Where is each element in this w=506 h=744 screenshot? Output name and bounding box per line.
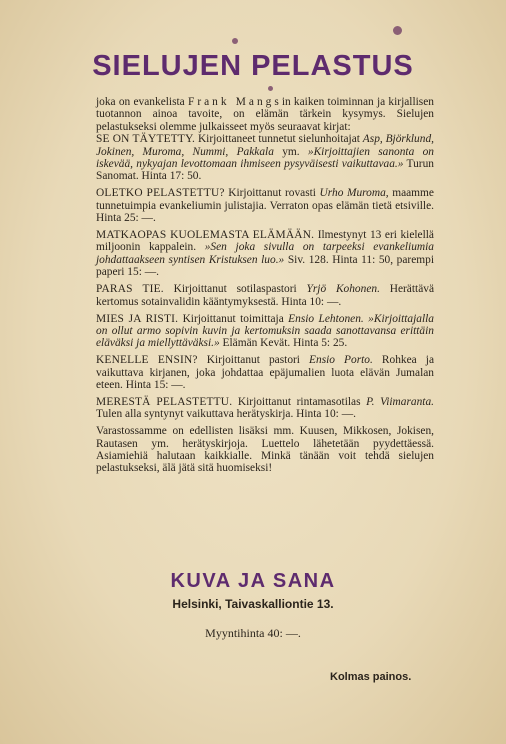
- book-description: Herättävä kertomus sotainvalidin kääntymyksestä. Hinta 10: —.: [96, 283, 435, 308]
- book-authors: Urho Muroma,: [319, 187, 389, 200]
- book-description: Elämän Kevät. Hinta 5: 25.: [222, 337, 348, 350]
- book-title: SE ON TÄYTETTY.: [96, 133, 196, 146]
- ink-spot: [232, 38, 238, 44]
- closing-text: Varastossamme on edellisten lisäksi mm. Kuusen, Mikkosen, Jokisen, Rautasen ym. herätyskirjoja. Luettelo lähetetään pyydettäessä. Asiamiehiä halutaan kaikkialle. Minkä tänään voit tehdä sielujen pelastukseksi, älä jätä sitä huomiseksi!: [96, 425, 434, 475]
- book-quote: »Kirjoittajalla on ollut armo sopivin kuvin ja kertomuksin saada sanottavansa erittäin eläväksi ja miellyttäväksi.»: [96, 312, 434, 350]
- ink-spot: [268, 86, 273, 91]
- book-entry: [96, 187, 434, 224]
- book-description: Rohkea ja vaikuttava kirjanen, joka johdattaa epäjumalien luota elävän Jumalan eteen. Hinta 15: —.: [96, 354, 434, 392]
- book-description: Kirjoittanut toimittaja: [182, 312, 284, 325]
- book-description: Ilmestynyt 13 eri kielellä miljoonin kappalein.: [96, 229, 434, 254]
- book-description: ym.: [282, 145, 300, 158]
- book-title: MATKAOPAS KUOLEMASTA ELÄMÄÄN.: [96, 229, 315, 242]
- book-entry: [96, 229, 434, 279]
- book-title: PARAS TIE.: [96, 283, 164, 296]
- book-title: KENELLE ENSIN?: [96, 354, 198, 367]
- ink-spot: [393, 26, 402, 35]
- intro-text: [96, 96, 434, 133]
- intro-part: joka on evankelista: [96, 96, 185, 108]
- book-entry: [96, 133, 434, 183]
- evangelist-name: Frank Mangs: [187, 96, 282, 108]
- book-authors: Asp, Björklund, Jokinen, Muroma, Nummi, Pakkala: [96, 133, 434, 158]
- book-quote: »Sen joka sivulla on tarpeeksi evankeliumia johdattaakseen syntisen Kristuksen luo.»: [96, 241, 434, 266]
- book-title: MIES JA RISTI.: [96, 312, 179, 325]
- book-entry: [96, 354, 434, 391]
- book-title: MERESTÄ PELASTETTU.: [96, 395, 233, 408]
- book-authors: P. Viimaranta.: [366, 395, 434, 408]
- book-description: Kirjoittanut sotilaspastori: [173, 283, 297, 296]
- book-title: OLETKO PELASTETTU?: [96, 187, 225, 200]
- publisher-address: Helsinki, Taivaskalliontie 13.: [172, 597, 334, 611]
- book-authors: Ensio Porto.: [309, 354, 373, 367]
- book-description: maamme tunnetuimpia evankeliumin julistajia. Verraton opas elämän tietä etsiville. Hinta 25: —.: [96, 187, 434, 225]
- intro-part: in kaiken toiminnan ja kirjallisen tuotannon ainoa tavoite, on elämän tärkein kysymys. Sielujen pelastukseksi olemme julkaisseet myös seuraavat kirjat:: [96, 96, 434, 133]
- page-title: SIELUJEN PELASTUS: [92, 50, 414, 82]
- book-description: Tulen alla syntynyt vaikuttava herätyskirja. Hinta 10: —.: [96, 408, 356, 421]
- book-description: Siv. 128. Hinta 11: 50, parempi paperi 15: —.: [96, 253, 434, 279]
- entries-list: [96, 133, 434, 421]
- publisher-name: KUVA JA SANA: [170, 570, 336, 592]
- book-description: Kirjoittaneet tunnetut sielunhoitajat: [197, 133, 360, 146]
- book-list: [96, 96, 434, 475]
- book-description: Kirjoittanut pastori: [206, 354, 300, 367]
- sale-price: Myyntihinta 40: —.: [205, 626, 301, 640]
- book-authors: Ensio Lehtonen.: [288, 312, 364, 325]
- edition-note: Kolmas painos.: [330, 671, 412, 683]
- book-description: Turun Sanomat. Hinta 17: 50.: [96, 158, 434, 183]
- book-entry: [96, 283, 434, 308]
- book-description: Kirjoittanut rintamasotilas: [237, 395, 361, 408]
- book-quote: »Kirjoittajien sanonta on iskevää, nykyajan levottomaan ihmiseen pysyväisesti vaikuttavaa.»: [96, 145, 434, 171]
- book-authors: Yrjö Kohonen.: [306, 283, 380, 296]
- book-description: Kirjoittanut rovasti: [228, 187, 316, 200]
- book-entry: [96, 313, 434, 350]
- book-entry: [96, 396, 434, 421]
